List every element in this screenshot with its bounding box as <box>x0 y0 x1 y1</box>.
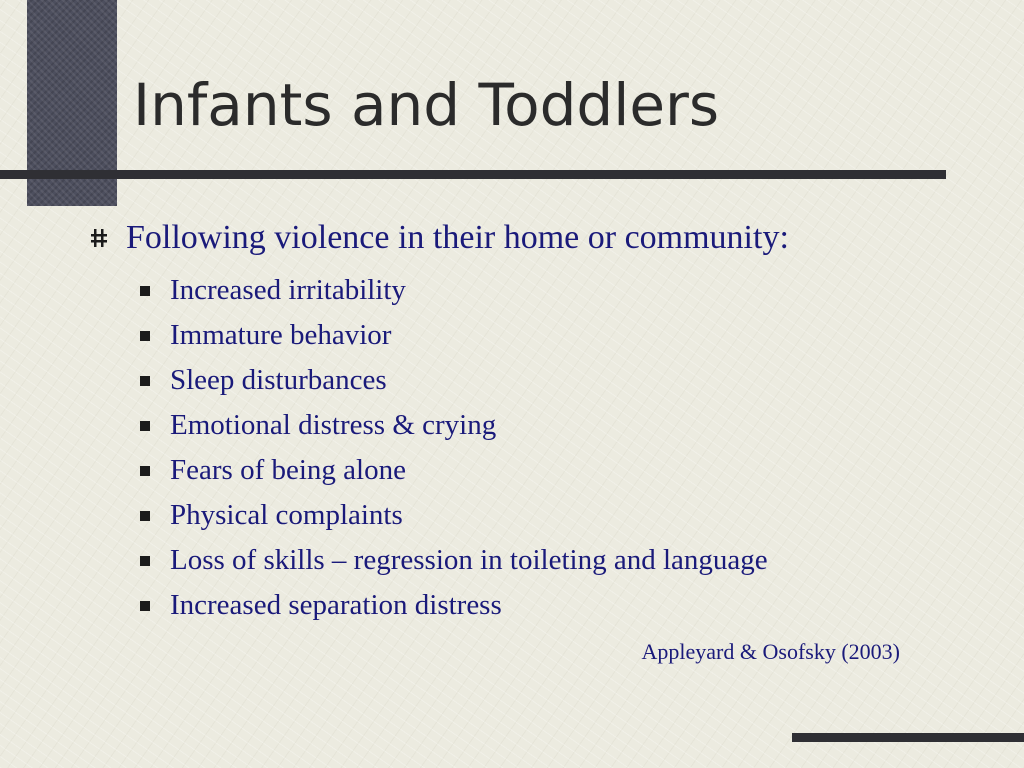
list-item <box>140 403 768 448</box>
square-bullet-icon <box>140 286 150 296</box>
square-bullet-icon <box>140 331 150 341</box>
list-item-text: Loss of skills – regression in toileting and language <box>170 544 768 576</box>
list-item-text: Increased separation distress <box>170 589 502 621</box>
lead-text: Following violence in their home or community: <box>126 219 789 256</box>
list-item-text: Increased irritability <box>170 274 406 306</box>
list-item <box>140 313 768 358</box>
square-bullet-icon <box>140 511 150 521</box>
slide-title: Infants and Toddlers <box>133 71 720 139</box>
square-bullet-icon <box>140 466 150 476</box>
list-item <box>140 358 768 403</box>
list-item <box>140 538 768 583</box>
lead-bullet <box>90 221 789 255</box>
list-item <box>140 448 768 493</box>
hash-bullet-icon <box>90 228 108 248</box>
list-item <box>140 493 768 538</box>
list-item-text: Fears of being alone <box>170 454 406 486</box>
square-bullet-icon <box>140 421 150 431</box>
list-item-text: Physical complaints <box>170 499 403 531</box>
citation: Appleyard & Osofsky (2003) <box>641 639 900 664</box>
list-item-text: Sleep disturbances <box>170 364 387 396</box>
square-bullet-icon <box>140 601 150 611</box>
list-item-text: Immature behavior <box>170 319 392 351</box>
footer-divider <box>792 733 1024 742</box>
square-bullet-icon <box>140 376 150 386</box>
title-divider <box>0 170 946 179</box>
symptom-list <box>140 268 768 628</box>
list-item <box>140 583 768 628</box>
square-bullet-icon <box>140 556 150 566</box>
list-item-text: Emotional distress & crying <box>170 409 497 441</box>
list-item <box>140 268 768 313</box>
